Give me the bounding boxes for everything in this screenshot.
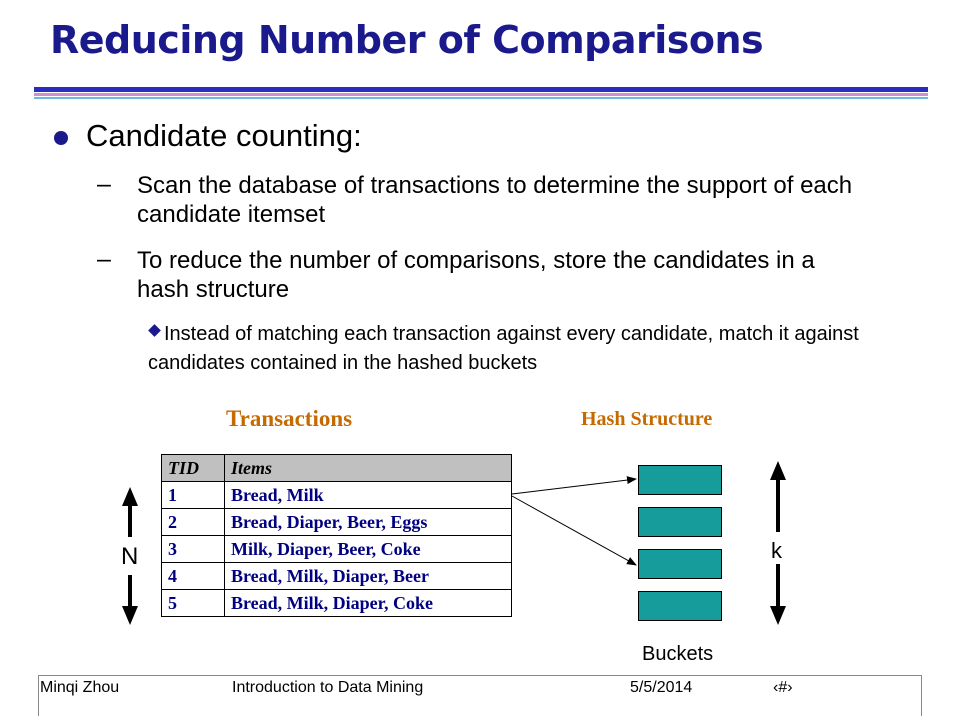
tid-cell: 5 bbox=[162, 590, 225, 617]
items-cell: Bread, Milk, Diaper, Beer bbox=[225, 563, 512, 590]
arrow-to-bucket-3 bbox=[512, 496, 636, 565]
items-cell: Bread, Milk, Diaper, Coke bbox=[225, 590, 512, 617]
n-label: N bbox=[121, 543, 139, 570]
tid-cell: 3 bbox=[162, 536, 225, 563]
tid-cell: 1 bbox=[162, 482, 225, 509]
arrow-to-bucket-1 bbox=[512, 479, 636, 494]
footer-author: Minqi Zhou bbox=[40, 679, 120, 696]
bullet-candidate-counting: Candidate counting: bbox=[86, 118, 362, 153]
k-label: k bbox=[771, 538, 782, 563]
sub-bullet-scan: Scan the database of transactions to determine the support of each candidate itemset bbox=[137, 172, 853, 228]
slide-title: Reducing Number of Comparisons bbox=[50, 18, 764, 62]
tid-cell: 4 bbox=[162, 563, 225, 590]
transactions-title: Transactions bbox=[226, 406, 353, 431]
header-items: Items bbox=[225, 455, 512, 482]
footer-page-number: ‹#› bbox=[773, 679, 793, 696]
items-cell: Bread, Diaper, Beer, Eggs bbox=[225, 509, 512, 536]
sub-bullet-reduce: To reduce the number of comparisons, store the candidates in a hash structure bbox=[137, 247, 815, 303]
tid-cell: 2 bbox=[162, 509, 225, 536]
footer-date: 5/5/2014 bbox=[630, 679, 693, 696]
footer-course: Introduction to Data Mining bbox=[232, 679, 424, 696]
items-cell: Bread, Milk bbox=[225, 482, 512, 509]
items-cell: Milk, Diaper, Beer, Coke bbox=[225, 536, 512, 563]
buckets-label: Buckets bbox=[642, 643, 714, 665]
dash-marker-2: – bbox=[97, 245, 111, 273]
header-tid: TID bbox=[162, 455, 225, 482]
dash-marker-1: – bbox=[97, 170, 111, 198]
sub-sub-bullet-instead: Instead of matching each transaction against every candidate, match it against candidates contained in the hashed buckets bbox=[148, 323, 859, 374]
hash-structure-title: Hash Structure bbox=[581, 408, 713, 430]
